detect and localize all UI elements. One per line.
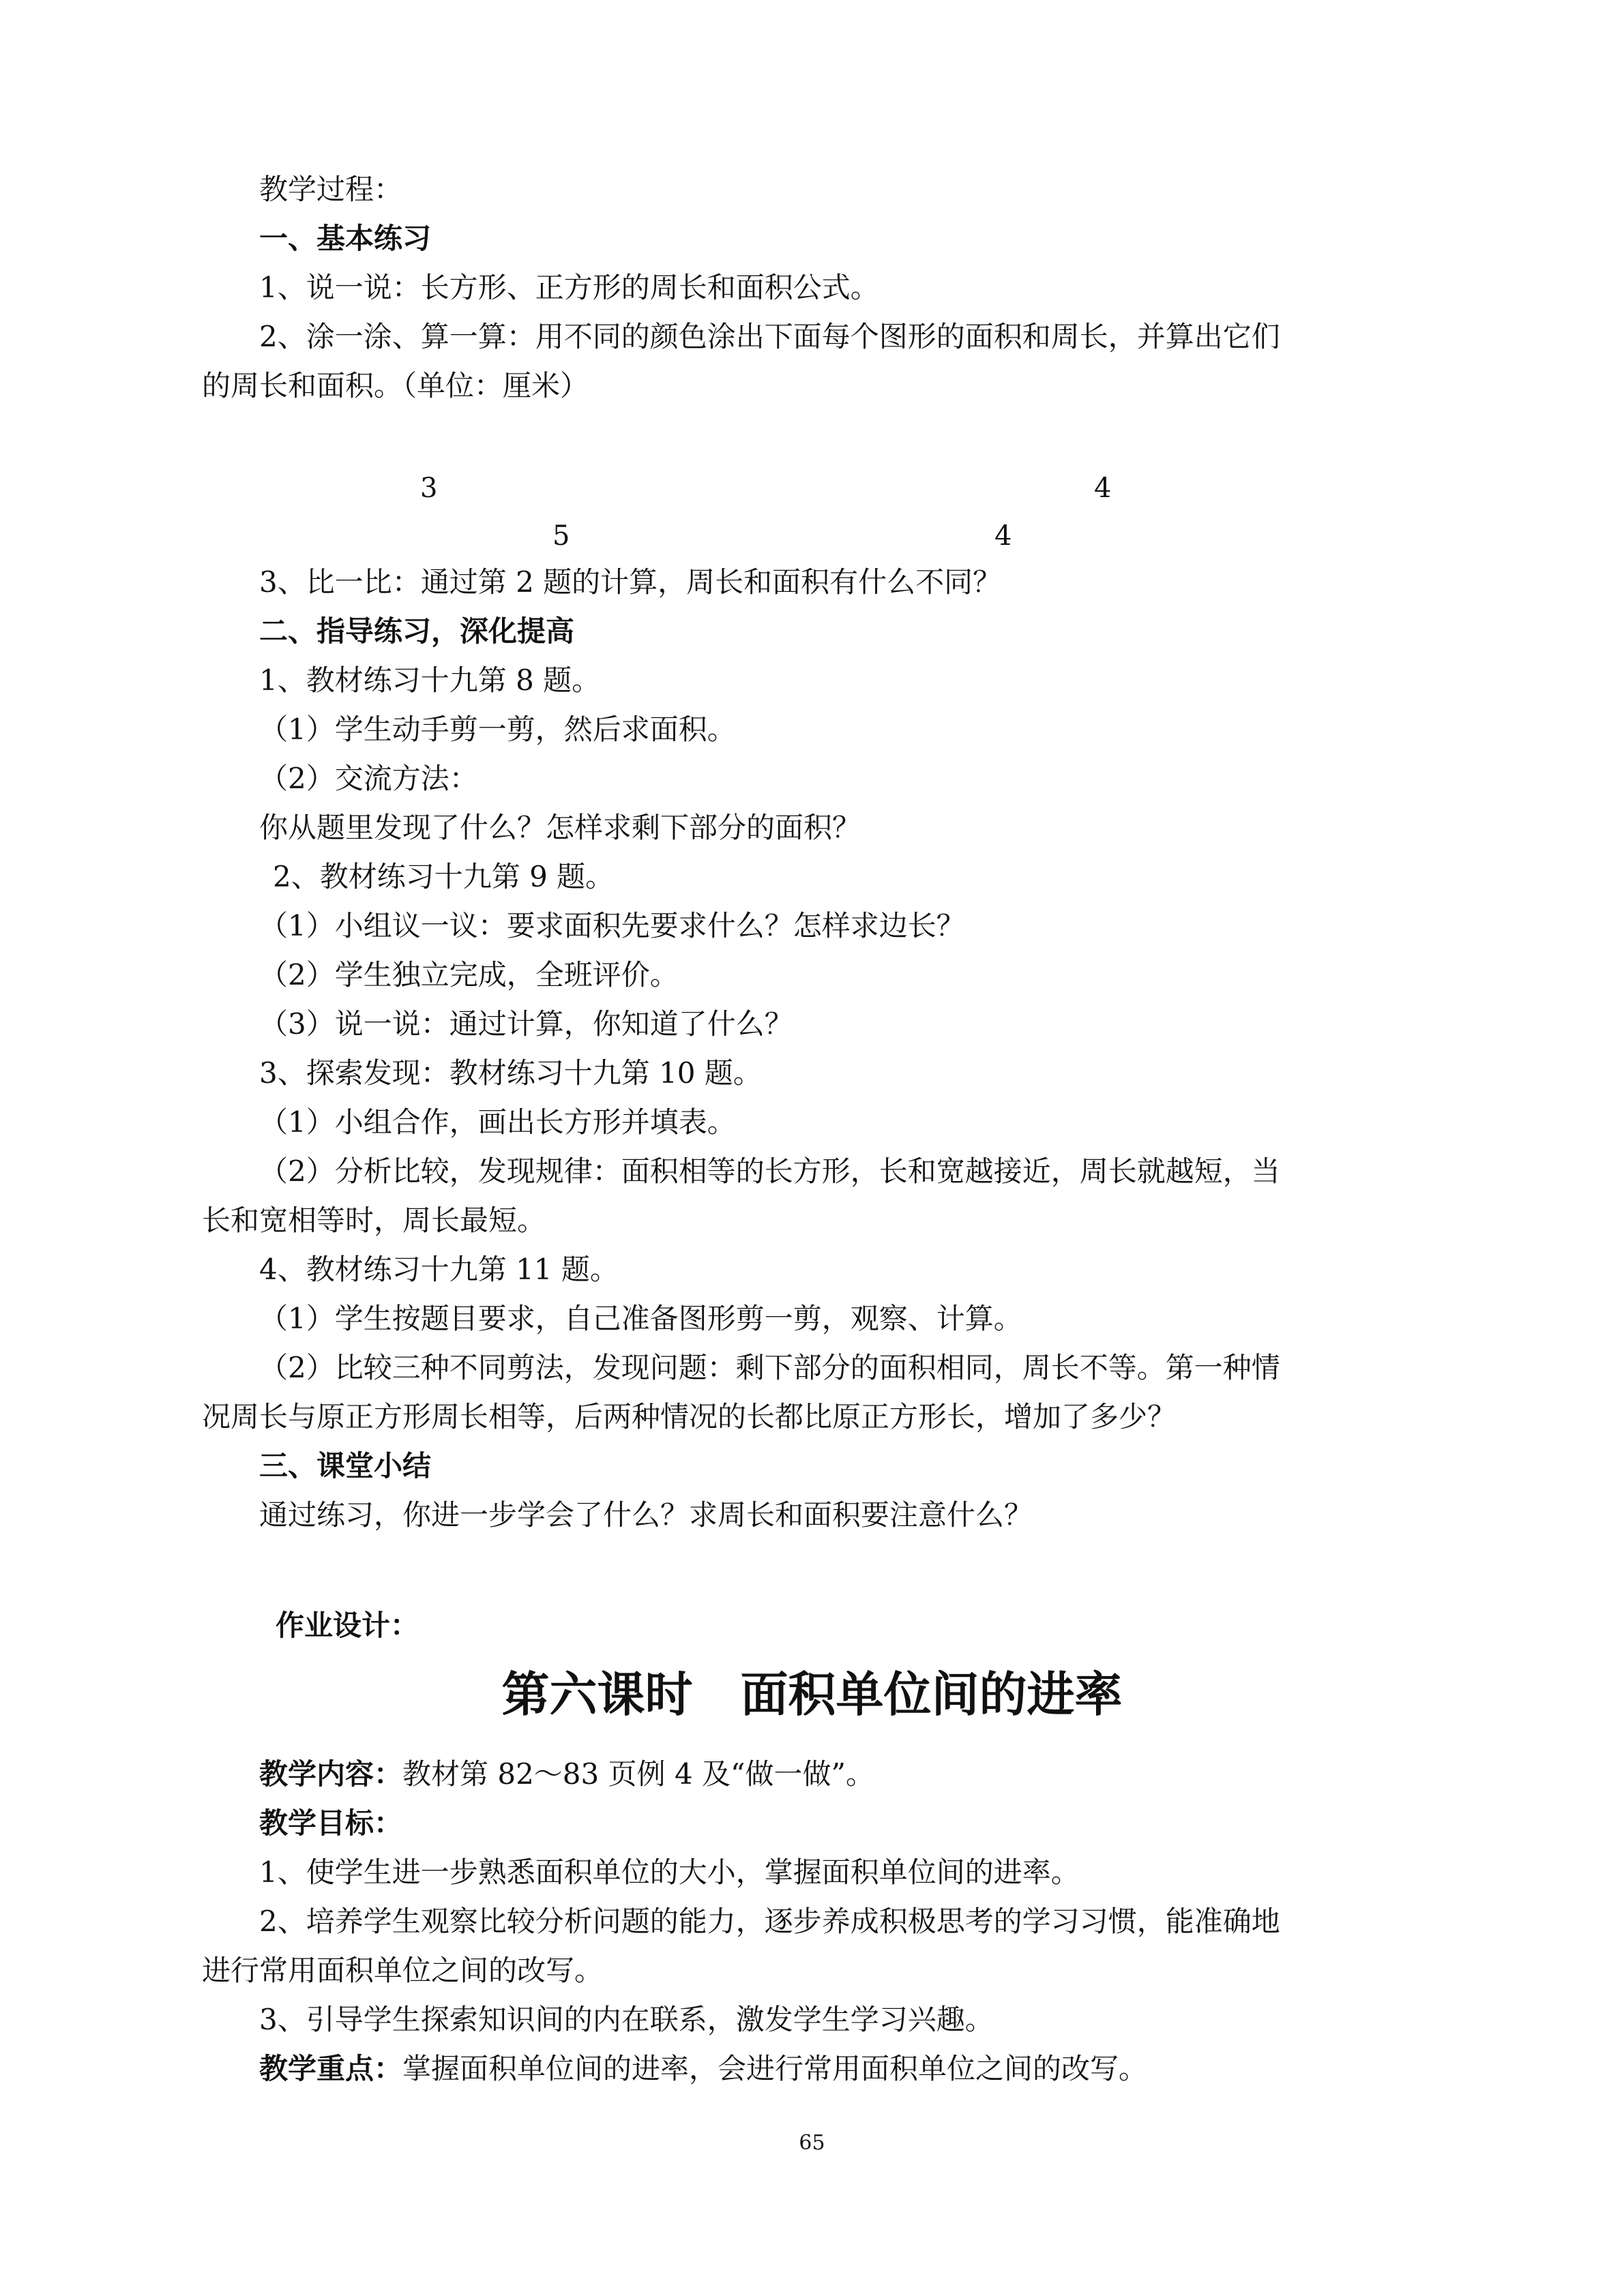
text-line: 2、涂一涂、算一算：用不同的颜色涂出下面每个图形的面积和周长，并算出它们 bbox=[259, 320, 1280, 353]
page-title: 第六课时 面积单位间的进率 bbox=[501, 1667, 1123, 1723]
text-line: （2）比较三种不同剪法，发现问题：剩下部分的面积相同，周长不等。第一种情 bbox=[259, 1351, 1280, 1384]
field-value: 教材第 82～83 页例 4 及“做一做”。 bbox=[402, 1757, 874, 1791]
text-line: 2、教材练习十九第 9 题。 bbox=[273, 860, 615, 893]
text-line: 3、比一比：通过第 2 题的计算，周长和面积有什么不同？ bbox=[259, 565, 1002, 599]
text-line: 进行常用面积单位之间的改写。 bbox=[202, 1954, 604, 1987]
text-line: 2、培养学生观察比较分析问题的能力，逐步养成积极思考的学习习惯，能准确地 bbox=[259, 1905, 1280, 1938]
field-label: 教学内容： bbox=[259, 1757, 403, 1791]
homework-heading: 作业设计： bbox=[276, 1609, 419, 1642]
text-line: （2）学生独立完成，全班评价。 bbox=[259, 958, 679, 992]
text-line: （2）交流方法： bbox=[259, 762, 478, 795]
text-line bbox=[259, 1755, 874, 1793]
figure-label: 5 bbox=[552, 520, 570, 552]
text-line bbox=[259, 2050, 1147, 2088]
text-line: 长和宽相等时，周长最短。 bbox=[202, 1204, 546, 1237]
text-line: （2）分析比较，发现规律：面积相等的长方形，长和宽越接近，周长就越短，当 bbox=[259, 1154, 1280, 1188]
page-number: 65 bbox=[799, 2131, 825, 2155]
text-line: 况周长与原正方形周长相等，后两种情况的长都比原正方形长，增加了多少？ bbox=[202, 1400, 1177, 1433]
text-line: 3、引导学生探索知识间的内在联系，激发学生学习兴趣。 bbox=[259, 2003, 994, 2036]
figure-label: 4 bbox=[994, 520, 1012, 552]
text-line: （3）说一说：通过计算，你知道了什么？ bbox=[259, 1007, 793, 1041]
text-line: 1、说一说：长方形、正方形的周长和面积公式。 bbox=[259, 271, 879, 304]
section-heading: 二、指导练习，深化提高 bbox=[259, 614, 575, 648]
text-line: 1、使学生进一步熟悉面积单位的大小，掌握面积单位间的进率。 bbox=[259, 1855, 1080, 1889]
figure-label: 3 bbox=[420, 473, 438, 504]
text-line: 教学过程： bbox=[259, 173, 403, 206]
text-line: （1）小组议一议：要求面积先要求什么？怎样求边长？ bbox=[259, 909, 965, 942]
text-line: 4、教材练习十九第 11 题。 bbox=[259, 1253, 619, 1286]
text-line: 你从题里发现了什么？怎样求剩下部分的面积？ bbox=[259, 811, 861, 844]
text-line: （1）学生动手剪一剪，然后求面积。 bbox=[259, 713, 736, 746]
text-line: （1）小组合作，画出长方形并填表。 bbox=[259, 1105, 736, 1139]
text-line: 通过练习，你进一步学会了什么？求周长和面积要注意什么？ bbox=[259, 1498, 1033, 1532]
field-label: 教学重点： bbox=[259, 2052, 403, 2085]
section-heading: 三、课堂小结 bbox=[259, 1449, 432, 1482]
text-line: 1、教材练习十九第 8 题。 bbox=[259, 664, 601, 697]
text-line: 3、探索发现：教材练习十九第 10 题。 bbox=[259, 1056, 762, 1090]
field-value: 掌握面积单位间的进率，会进行常用面积单位之间的改写。 bbox=[402, 2052, 1148, 2085]
text-line: 的周长和面积。（单位：厘米） bbox=[202, 369, 589, 402]
figure-label: 4 bbox=[1094, 473, 1112, 504]
field-label: 教学目标： bbox=[259, 1806, 403, 1840]
section-heading: 一、基本练习 bbox=[259, 222, 432, 255]
text-line: （1）学生按题目要求，自己准备图形剪一剪，观察、计算。 bbox=[259, 1302, 1022, 1335]
